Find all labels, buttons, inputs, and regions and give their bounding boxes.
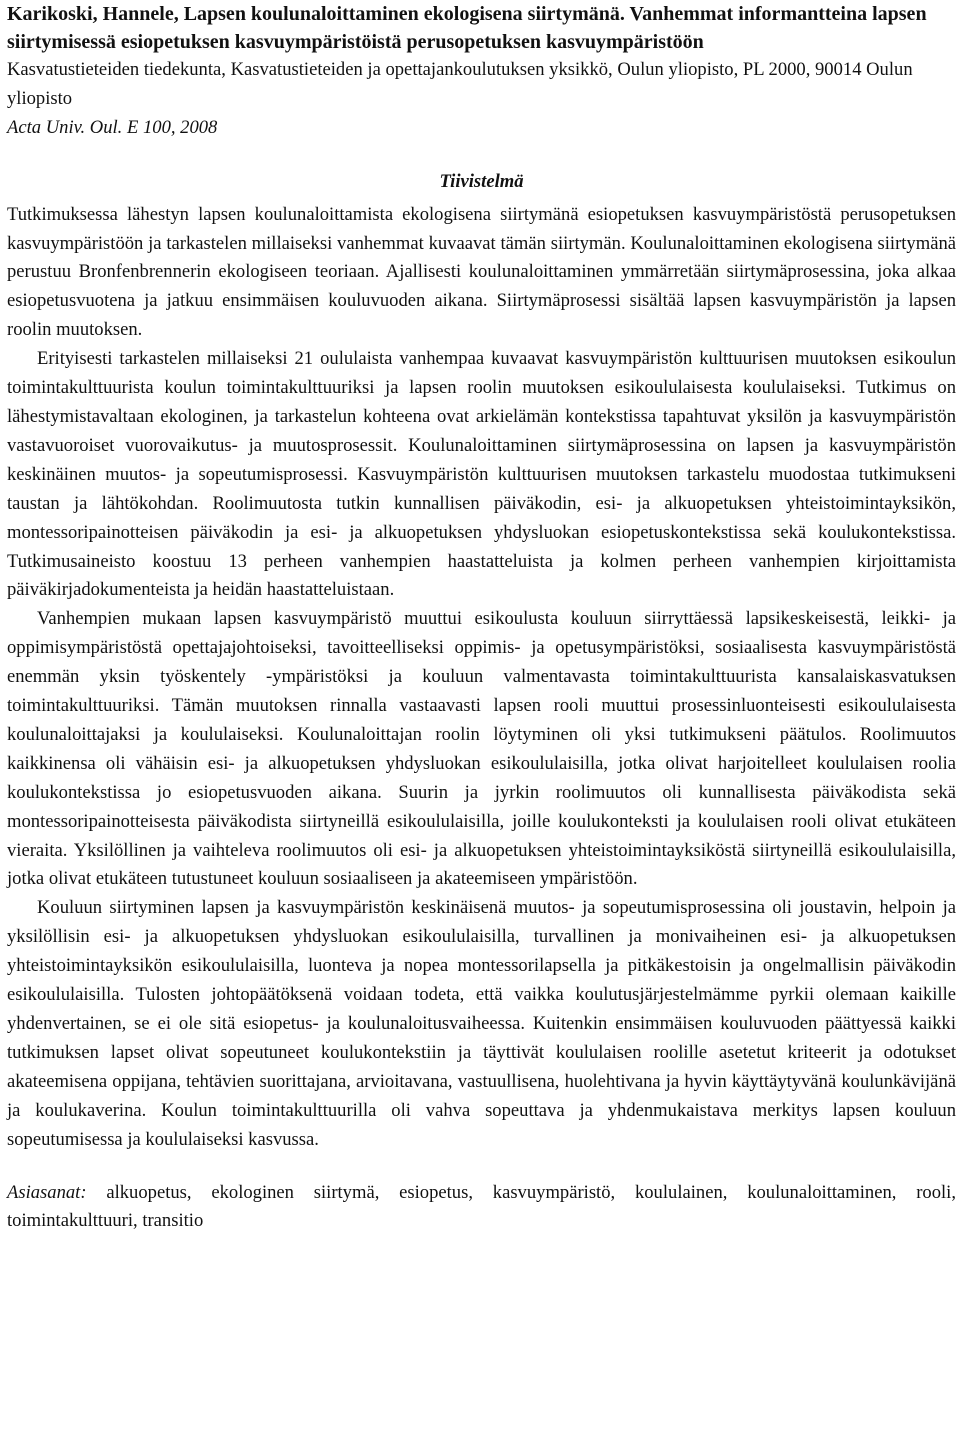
affiliation: Kasvatustieteiden tiedekunta, Kasvatustieteiden ja opettajankoulutuksen yksikkö, Oulun yliopisto, PL 2000, 90014 Oulun yliopisto bbox=[7, 59, 913, 109]
abstract-paragraph-3: Vanhempien mukaan lapsen kasvuympäristö muuttui esikoulusta kouluun siirryttäessä lapsikeskeisestä, leikki- ja oppimisympäristöstä opettajajohtoiseksi, tavoitteelliseksi oppimis- ja opetusympäristöksi, sosiaalisesta kasvuympäristöstä enemmän yksin työskentely -ympäristöksi ja kouluun valmentavasta toimintakulttuurista kansalaiskasvatuksen toimintakulttuuriksi. Tämän muutoksen rinnalla vastaavasti lapsen rooli muuttui prosessinluonteisesti esikoululaisesta koulunaloittajaksi ja koululaiseksi. Koulunaloittajan roolin löytyminen oli yksi tutkimukseni päätulos. Roolimuutos kaikkinensa oli vähäisin esi- ja alkuopetuksen yhdysluokan esikoululaisilla, jotka olivat harjoitelleet koululaisen roolia koulukontekstissa jo esiopetusvuoden aikana. Suurin ja jyrkin roolimuutos oli kunnallisesta päiväkodista sekä montessoripainotteisesta päiväkodista siirtyneillä esikoululaisilla, joille koulukonteksti ja koululaisen rooli olivat etukäteen vieraita. Yksilöllinen ja vaihteleva roolimuutos oli esi- ja alkuopetuksen yhteistoimintayksiköstä siirtyneillä esikoululaisilla, jotka olivat etukäteen tutustuneet kouluun sosiaaliseen ja akateemiseen ympäristöön. bbox=[7, 608, 956, 890]
keywords bbox=[7, 1179, 956, 1237]
abstract-paragraph-4: Kouluun siirtyminen lapsen ja kasvuympäristön keskinäisenä muutos- ja sopeutumisprosessina oli joustavin, helpoin ja yksilöllisin esi- ja alkuopetuksen yhdysluokan esikoululaisilla, turvallinen ja monivaiheinen esi- ja alkuopetuksen yhteistoimintayksikön esikoululaisilla, luonteva ja nopea montessorilapsella ja pitkäkestoisin ja ongelmallisin päiväkodin esikoululaisilla. Tulosten johtopäätöksenä voidaan todeta, että vaikka koulutusjärjestelmämme pyrkii olemaan kaikille yhdenvertainen, se ei ole sitä esiopetus- ja koulunaloitusvaiheessa. Kuitenkin ensimmäisen kouluvuoden päättyessä kaikki tutkimuksen lapset olivat sopeutuneet koulukontekstiin ja täyttivät koululaisen roolille asetetut kriteerit ja odotukset akateemisena oppijana, tehtävien suorittajana, arvioitavana, vastuullisena, huolehtivana ja hyvin käyttäytyvänä koulunkävijänä ja koulukaverina. Koulun toimintakulttuurilla oli vahva sopeuttava ja yhdenmukaistava merkitys lapsen kouluun sopeutumisessa ja koululaiseksi kasvussa. bbox=[7, 897, 956, 1150]
abstract-paragraph-1: Tutkimuksessa lähestyn lapsen koulunaloittamista ekologisena siirtymänä esiopetuksen kasvuympäristöstä perusopetuksen kasvuympäristöön ja tarkastelen millaiseksi vanhemmat kuvaavat tämän siirtymän. Koulunaloittaminen ekologisena siirtymänä perustuu Bronfenbrennerin ekologiseen teoriaan. Ajallisesti koulunaloittaminen ymmärretään siirtymäprosessina, joka alkaa esiopetusvuotena ja jatkuu ensimmäisen kouluvuoden aikana. Siirtymäprosessi sisältää lapsen kasvuympäristön ja lapsen roolin muutoksen. bbox=[7, 203, 956, 341]
keywords-text: alkuopetus, ekologinen siirtymä, esiopetus, kasvuympäristö, koululainen, koulunaloittaminen, rooli, toimintakulttuuri, transitio bbox=[7, 1181, 956, 1232]
document-title: Karikoski, Hannele, Lapsen koulunaloittaminen ekologisena siirtymänä. Vanhemmat informantteina lapsen siirtymisessä esiopetuksen kasvuympäristöistä perusopetuksen kasvuympäristöön bbox=[7, 3, 927, 53]
publication-series: Acta Univ. Oul. E 100, 2008 bbox=[7, 116, 218, 138]
abstract-paragraph-2: Erityisesti tarkastelen millaiseksi 21 oululaista vanhempaa kuvaavat kasvuympäristön kulttuurisen muutoksen esikoulun toimintakulttuurista koulun toimintakulttuuriksi ja lapsen roolin muutoksen esikoululaisesta koululaiseksi. Tutkimus on lähestymistavaltaan ekologinen, ja tarkastelun kohteena ovat arkielämän kontekstissa tapahtuvat yksilön ja kasvuympäristön vastavuoroiset vuorovaikutus- ja muutosprosessit. Koulunaloittaminen siirtymäprosessina on lapsen ja kasvuympäristön keskinäinen muutos- ja sopeutumisprosessi. Kasvuympäristön kulttuurisen muutoksen tarkastelu muodostaa tutkimukseni taustan ja lähtökohdan. Roolimuutosta tutkin kunnallisen päiväkodin, esi- ja alkuopetuksen yhteistoimintayksikön, montessoripainotteisen päiväkodin ja esi- ja alkuopetuksen yhdysluokan esiopetuskontekstissa sekä koulukontekstissa. Tutkimusaineisto koostuu 13 perheen vanhempien haastatteluista ja kolmen perheen vanhempien kirjoittamista päiväkirjadokumenteista ja heidän haastatteluistaan. bbox=[7, 348, 956, 601]
keywords-label: Asiasanat: bbox=[7, 1181, 87, 1203]
abstract-heading: Tiivistelmä bbox=[439, 170, 524, 192]
